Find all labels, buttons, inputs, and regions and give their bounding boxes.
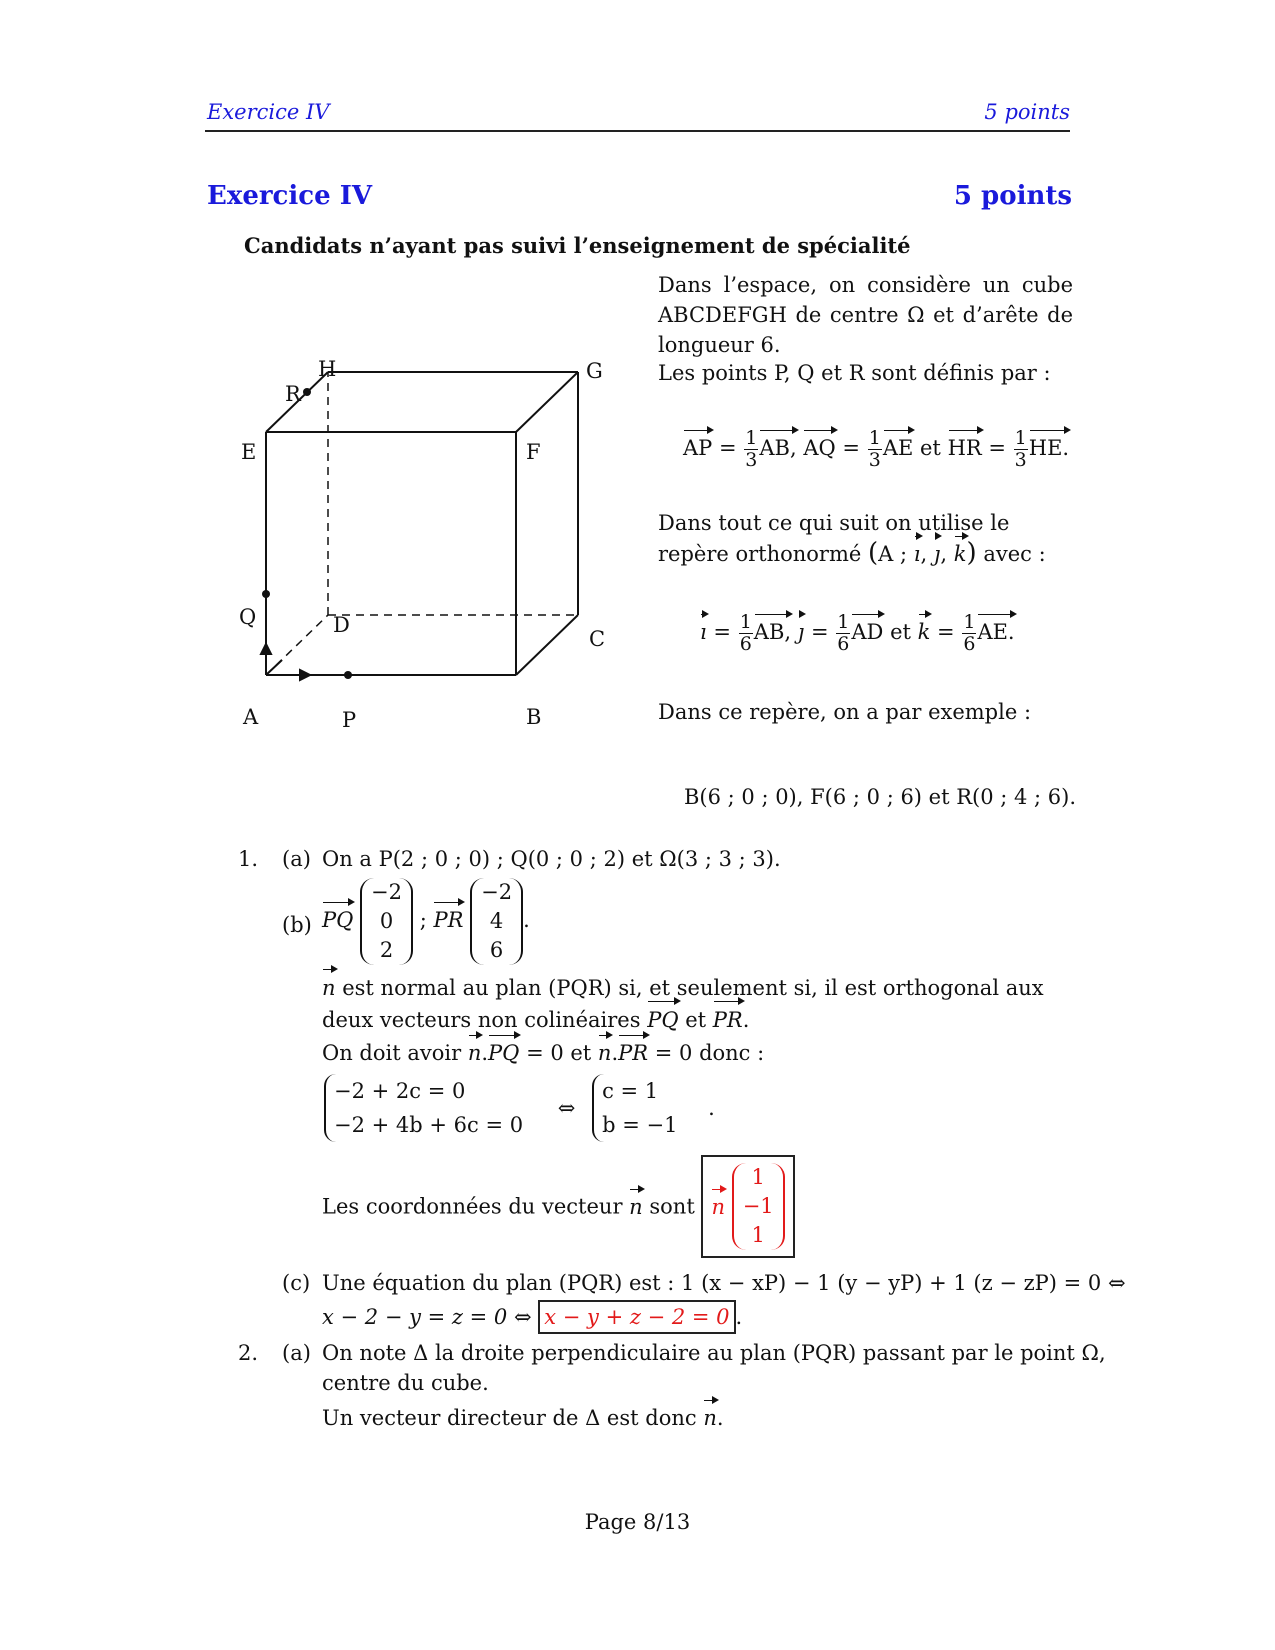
frac-one-sixth: $\frac{1}{6}$ xyxy=(837,611,850,655)
intro-paragraph-3: Dans tout ce qui suit on utilise le repère orthonormé (A ; ı, ȷ, k) avec : xyxy=(658,511,1046,568)
label-b: B xyxy=(526,705,542,729)
n-coords: 1 −1 1 xyxy=(732,1163,785,1250)
vec-he: HE. xyxy=(1029,433,1069,463)
vec-pq: PQ xyxy=(322,905,353,935)
q1c-label: (c) xyxy=(282,1271,311,1295)
q1a-label: (a) xyxy=(282,847,311,871)
basis-definitions: ı = $\frac{1}{6}$ AB, ȷ = $\frac{1}{6}$ AD et k = $\frac{1}{6}$ AE. xyxy=(700,611,1015,655)
pr-coords: −2 4 6 xyxy=(470,878,523,965)
label-q: Q xyxy=(239,605,257,629)
label-f: F xyxy=(526,440,541,464)
vec-ad: AD xyxy=(851,617,883,647)
example-points: B(6 ; 0 ; 0), F(6 ; 0 ; 6) et R(0 ; 4 ; 6). xyxy=(684,785,1077,809)
point-p xyxy=(344,671,352,679)
label-e: E xyxy=(241,440,257,464)
intro-paragraph-4: Dans ce repère, on a par exemple : xyxy=(658,700,1032,724)
point-definitions: AP = $\frac{1}{3}$ AB, AQ = $\frac{1}{3}$ AE et HR = $\frac{1}{3}$ HE. xyxy=(683,427,1070,471)
frac-one-third: $\frac{1}{3}$ xyxy=(745,427,758,471)
vec-j: ȷ xyxy=(934,539,941,569)
edge-cb xyxy=(516,615,578,675)
vec-ab: AB, xyxy=(759,433,796,463)
equivalence: ⇔ xyxy=(557,1096,576,1120)
frac-one-sixth: $\frac{1}{6}$ xyxy=(963,611,976,655)
label-g: G xyxy=(586,359,603,383)
basis-arrowhead-k xyxy=(261,644,271,654)
q2a-line-1: On note Δ la droite perpendiculaire au plan (PQR) passant par le point Ω, xyxy=(322,1341,1106,1365)
page-footer: Page 8/13 xyxy=(584,1510,691,1534)
q2a-line-3: Un vecteur directeur de Δ est donc n. xyxy=(322,1403,724,1433)
answer-box-n: n 1 −1 1 xyxy=(701,1155,794,1258)
frac-one-third: $\frac{1}{3}$ xyxy=(868,427,881,471)
vec-hr: HR xyxy=(948,433,982,463)
vec-k: k xyxy=(954,539,967,569)
q1b-vectors: PQ −2 0 2 ; PR −2 4 6 . xyxy=(322,878,530,965)
label-d: D xyxy=(333,613,350,637)
vec-i: ı xyxy=(914,539,921,569)
point-r xyxy=(303,388,311,396)
vec-ae: AE xyxy=(883,433,914,463)
q2a-line-2: centre du cube. xyxy=(322,1371,489,1395)
q2-number: 2. xyxy=(238,1341,259,1365)
exercise-title: Exercice IV xyxy=(207,181,373,211)
edge-gf xyxy=(516,372,578,432)
intro-paragraph-2: Les points P, Q et R sont définis par : xyxy=(658,361,1051,385)
running-header-right: 5 points xyxy=(984,100,1070,124)
label-p: P xyxy=(342,708,357,732)
vec-pr: PR xyxy=(433,905,463,935)
q2a-label: (a) xyxy=(282,1341,311,1365)
intro-paragraph-1: Dans l’espace, on considère un cube ABCDEFGH de centre Ω et d’arête de longueur 6. xyxy=(658,273,1073,357)
exercise-subtitle: Candidats n’ayant pas suivi l’enseignement de spécialité xyxy=(244,233,911,258)
q1a-text: On a P(2 ; 0 ; 0) ; Q(0 ; 0 ; 2) et Ω(3 ; 3 ; 3). xyxy=(322,847,781,871)
vec-ae-basis: AE. xyxy=(977,617,1014,647)
running-header-left: Exercice IV xyxy=(207,100,330,124)
q1c-line-1: Une équation du plan (PQR) est : 1 (x − xP) − 1 (y − yP) + 1 (z − zP) = 0 ⇔ xyxy=(322,1271,1126,1295)
frac-one-sixth: $\frac{1}{6}$ xyxy=(739,611,752,655)
system-right: c = 1 b = −1 xyxy=(592,1074,677,1142)
vec-n: n xyxy=(322,972,336,1004)
basis-arrow-j xyxy=(266,660,282,675)
q1c-line-2: x − 2 − y = z = 0 ⇔ x − y + z − 2 = 0 . xyxy=(322,1300,742,1334)
system-left: −2 + 2c = 0 −2 + 4b + 6c = 0 xyxy=(324,1074,523,1142)
basis-arrowhead-i xyxy=(300,670,310,680)
q1b-must-have: On doit avoir n.PQ = 0 et n.PR = 0 donc : xyxy=(322,1038,764,1068)
vec-aq: AQ xyxy=(803,433,835,463)
q1-number: 1. xyxy=(238,847,259,871)
repere: ( xyxy=(868,538,879,568)
label-h: H xyxy=(318,357,337,381)
label-c: C xyxy=(589,627,606,651)
exercise-points: 5 points xyxy=(953,181,1072,211)
frac-one-third: $\frac{1}{3}$ xyxy=(1014,427,1027,471)
cube-diagram xyxy=(220,350,620,730)
q1b-label: (b) xyxy=(282,913,312,937)
label-r: R xyxy=(285,382,301,406)
q1b-normal-text: n est normal au plan (PQR) si, et seulement si, il est orthogonal aux deux vecteurs non colinéaires PQ et PR. xyxy=(322,972,1074,1036)
answer-box-plane: x − y + z − 2 = 0 xyxy=(538,1300,735,1334)
q1b-system: −2 + 2c = 0 −2 + 4b + 6c = 0 ⇔ c = 1 b = −1 . xyxy=(324,1074,715,1142)
point-q xyxy=(262,590,270,598)
running-header xyxy=(205,98,1070,132)
q1b-coords-n: Les coordonnées du vecteur n sont n 1 −1 1 xyxy=(322,1155,795,1258)
pq-coords: −2 0 2 xyxy=(360,878,413,965)
vec-ap: AP xyxy=(683,433,712,463)
vec-ab-basis: AB, xyxy=(754,617,791,647)
label-a: A xyxy=(243,705,259,729)
